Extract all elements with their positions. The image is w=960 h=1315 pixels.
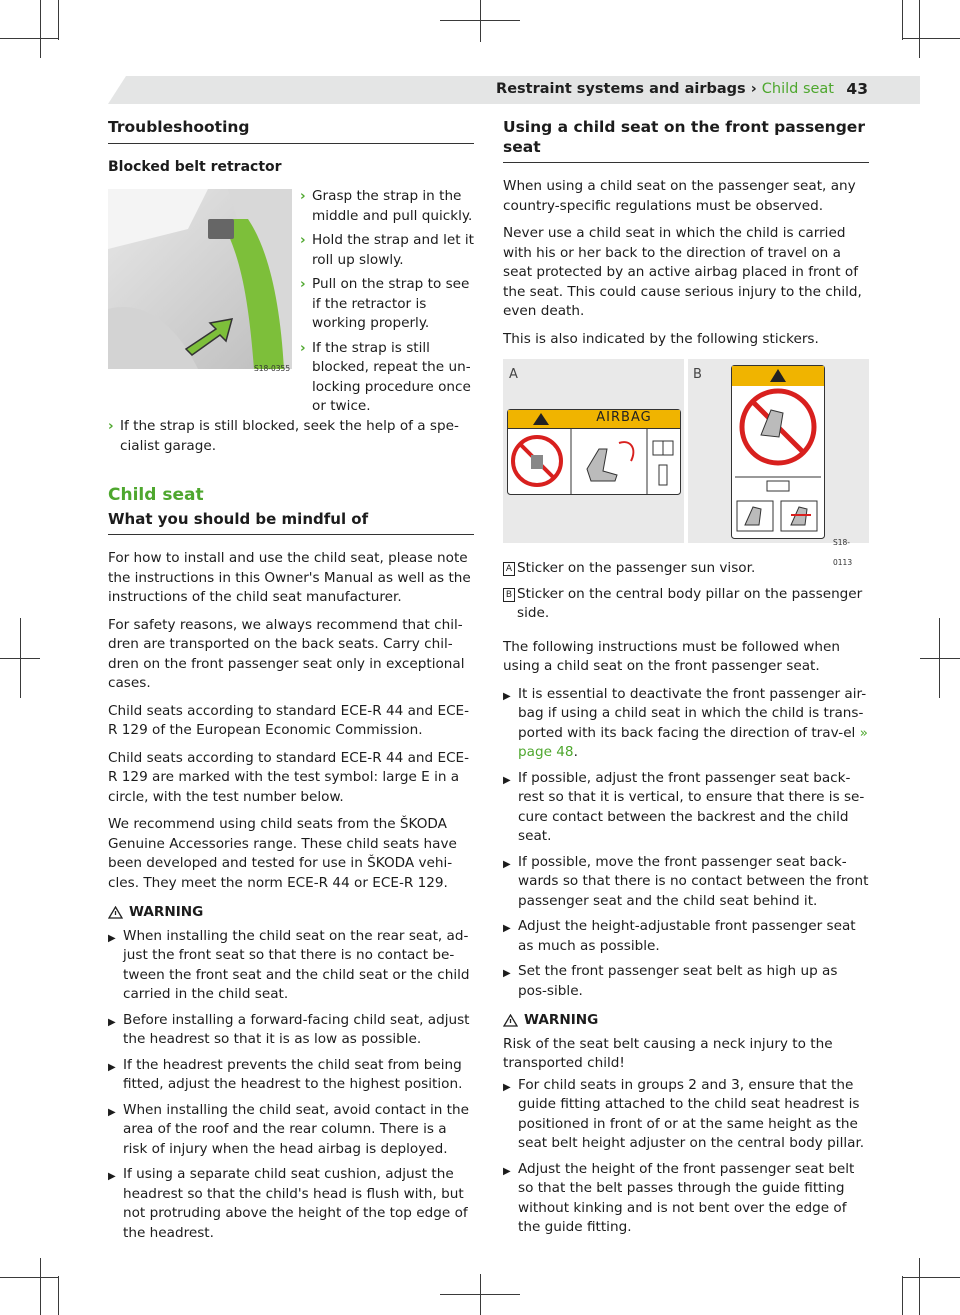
step-item: › If the strap is still blocked, repeat the un-locking procedure once or twice. — [300, 339, 471, 414]
paragraph: Never use a child seat in which the child is carried with his or her back to the direction of travel on a seat protected by an active airbag placed in front of the seat. This could cause serious injury to the child, even death. — [503, 225, 862, 319]
triangle-bullet-icon: ▶ — [108, 1106, 116, 1118]
steps-list — [300, 187, 476, 422]
list-item: ▶ Adjust the height-adjustable front passenger seat as much as possible. — [503, 918, 856, 954]
paragraph: Child seats according to standard ECE-R 44 and ECE-R 129 of the European Economic Commission. — [108, 702, 470, 738]
triangle-bullet-icon: ▶ — [108, 1061, 116, 1073]
breadcrumb — [496, 81, 834, 97]
triangle-bullet-icon: ▶ — [503, 968, 511, 979]
page-link[interactable]: » page 48 — [518, 724, 868, 760]
page-header — [108, 76, 920, 104]
step-item: › Grasp the strap in the middle and pull quickly. — [300, 188, 473, 224]
warning-list — [503, 1076, 869, 1238]
chevron-right-icon: › — [300, 339, 306, 356]
step-item-full: › If the strap is still blocked, seek the help of a spe-cialist garage. — [108, 418, 459, 454]
instructions-list — [503, 685, 869, 1002]
paragraph: This is also indicated by the following stickers. — [503, 330, 819, 347]
paragraph: The following instructions must be followed when using a child seat on the front passenger seat. — [503, 638, 840, 674]
figure-code: S18-0355 — [254, 364, 291, 373]
paragraph: We recommend using child seats from the ŠKODA Genuine Accessories range. These child seats have been developed and tested for use in ŠKODA vehi-cles. They meet the norm ECE-R 44 or ECE-R 129. — [108, 816, 457, 891]
caption-b: B Sticker on the central body pillar on the passenger side. — [503, 585, 869, 624]
warning-intro: Risk of the seat belt causing a neck injury to the transported child! — [503, 1035, 833, 1071]
triangle-bullet-icon: ▶ — [503, 774, 511, 786]
list-item: ▶ If possible, adjust the front passenger seat back-rest so that it is vertical, to ensure that there is se-cure contact between the backrest and the child seat. — [503, 769, 865, 844]
warning-triangle-icon — [108, 906, 123, 919]
figure-code: S18-0113 — [833, 538, 853, 567]
right-column — [503, 118, 869, 1244]
triangle-bullet-icon: ▶ — [108, 1171, 116, 1182]
list-item: ▶ Adjust the height of the front passenger seat belt so that the belt passes through the guide fitting without kinking and is not bent over the edge of the guide fitting. — [503, 1160, 855, 1235]
breadcrumb-current[interactable]: Child seat — [761, 81, 834, 97]
paragraph: Child seats according to standard ECE-R 44 and ECE-R 129 are marked with the test symbol: large E in a circle, with the test number below. — [108, 749, 470, 805]
chevron-right-icon: › — [300, 276, 306, 292]
paragraph: For how to install and use the child seat, please note the instructions in this Owner's Manual as well as the instructions of the child seat manufacturer. — [108, 550, 471, 605]
heading-blocked-belt: Blocked belt retractor — [108, 158, 282, 175]
list-item: ▶ Before installing a forward-facing child seat, adjust the headrest so that it is as low as possible. — [108, 1011, 470, 1047]
list-item: ▶ If possible, move the front passenger seat back-wards so that there is no contact between the front passenger seat and the child seat behind it. — [503, 853, 869, 909]
list-item: ▶ Set the front passenger seat belt as high up as pos-sible. — [503, 963, 838, 999]
list-item: ▶ It is essential to deactivate the front passenger air-bag if using a child seat in which the child is trans-ported with its back facing the direction of trav-el » page 48. — [503, 685, 868, 760]
triangle-bullet-icon: ▶ — [503, 1081, 511, 1093]
warning-triangle-icon — [503, 1014, 518, 1027]
list-item: ▶ For child seats in groups 2 and 3, ensure that the guide fitting attached to the child seat headrest is positioned in front of or at the same height as the seat belt height adjuster on the central body pillar. — [503, 1076, 865, 1151]
triangle-bullet-icon: ▶ — [503, 923, 511, 934]
belt-retractor-image — [108, 189, 292, 369]
list-item: ▶ If using a separate child seat cushion, adjust the headrest so that the child's head is flush with, but not protruding above the height of the top edge of the headrest. — [108, 1166, 468, 1241]
heading-child-seat: Child seat — [108, 485, 204, 505]
left-column — [108, 118, 474, 1249]
chevron-right-icon: › — [300, 188, 306, 204]
triangle-bullet-icon: ▶ — [503, 1165, 511, 1177]
page-number: 43 — [846, 80, 868, 98]
chevron-right-icon: › — [300, 232, 306, 248]
triangle-bullet-icon: ▶ — [503, 858, 511, 870]
triangle-bullet-icon: ▶ — [503, 690, 511, 702]
caption-a: A Sticker on the passenger sun visor. — [503, 559, 869, 579]
list-item: ▶ When installing the child seat on the rear seat, ad-just the front seat so that there is no contact be-tween the front seat and the child seat or the child carried in the child seat. — [108, 927, 470, 1002]
stickers-figure — [503, 359, 869, 567]
caption-label: A — [503, 562, 515, 576]
step-item: › Hold the strap and let it roll up slowly. — [300, 232, 474, 268]
heading-front-passenger: Using a child seat on the front passenger seat — [503, 118, 869, 163]
step-item: › Pull on the strap to see if the retractor is working properly. — [300, 276, 470, 331]
figure-label-a: A — [509, 367, 518, 382]
figure-label-b: B — [693, 367, 702, 382]
paragraph: For safety reasons, we always recommend that chil-dren are transported on the back seats. Carry chil-dren on the front passenger seat only in exceptional cases. — [108, 616, 465, 691]
caption-label: B — [503, 588, 515, 602]
list-item: ▶ If the headrest prevents the child seat from being fitted, adjust the headrest to the highest position. — [108, 1056, 463, 1092]
chevron-right-icon: › — [108, 418, 114, 434]
figure-with-steps — [108, 187, 474, 417]
heading-troubleshooting: Troubleshooting — [108, 118, 474, 144]
paragraph: When using a child seat on the passenger seat, any country-specific regulations must be observed. — [503, 178, 856, 214]
warning-list — [108, 927, 474, 1244]
breadcrumb-section[interactable]: Restraint systems and airbags › — [496, 81, 762, 97]
triangle-bullet-icon: ▶ — [108, 1016, 116, 1028]
airbag-label: AIRBAG — [596, 410, 652, 425]
heading-mindful: What you should be mindful of — [108, 510, 474, 536]
triangle-bullet-icon: ▶ — [108, 932, 116, 944]
warning-heading: WARNING — [503, 1011, 869, 1031]
warning-heading: WARNING — [108, 903, 474, 923]
airbag-sticker-b — [731, 365, 825, 539]
list-item: ▶ When installing the child seat, avoid contact in the area of the roof and the rear column. There is a risk of injury when the head airbag is deployed. — [108, 1101, 469, 1157]
